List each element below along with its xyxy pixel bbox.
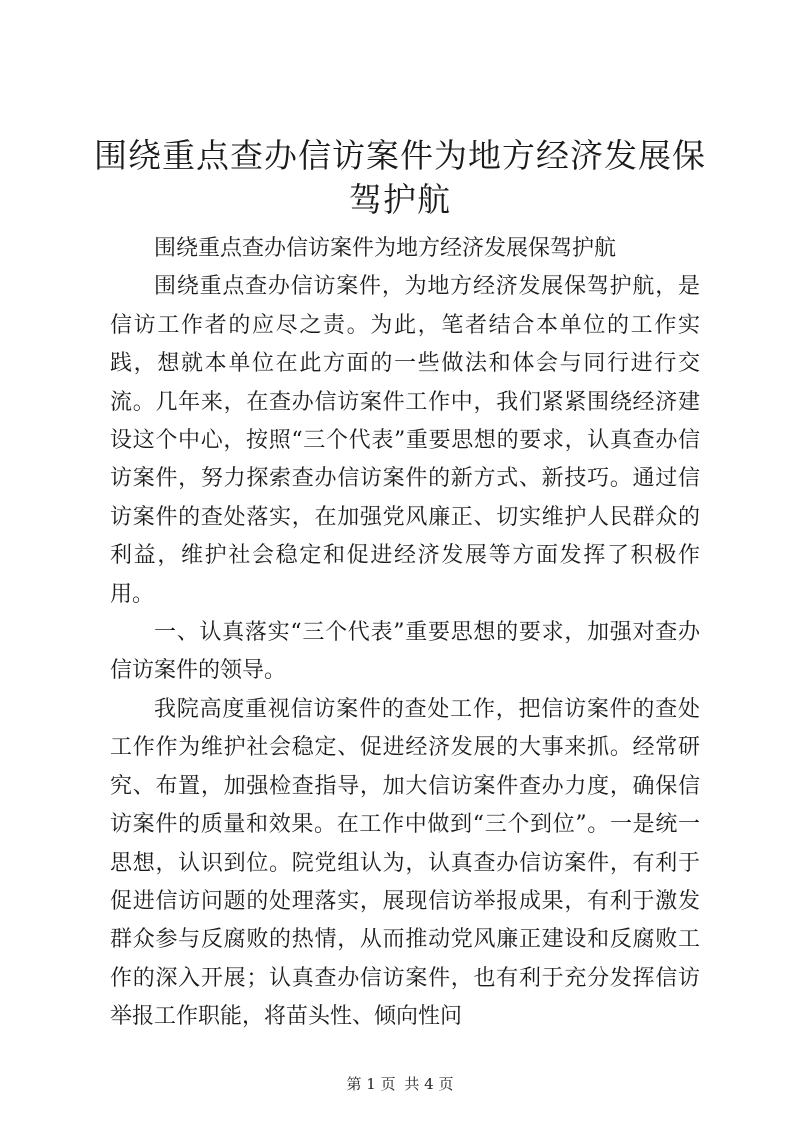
intro-paragraph: 围绕重点查办信访案件，为地方经济发展保驾护航，是信访工作者的应尽之责。为此，笔者结合本单位的工作实践，想就本单位在此方面的一些做法和体会与同行进行交流。几年来，在查办信访案件工作中，我们紧紧围绕经济建设这个中心，按照“三个代表”重要思想的要求，认真查办信访案件，努力探索查办信访案件的新方式、新技巧。通过信访案件的查处落实，在加强党风廉正、切实维护人民群众的利益，维护社会稳定和促进经济发展等方面发挥了积极作用。 xyxy=(110,274,700,607)
subtitle-paragraph: 围绕重点查办信访案件为地方经济发展保驾护航 xyxy=(154,236,617,261)
document-title: 围绕重点查办信访案件为地方经济发展保驾护航 xyxy=(94,136,706,219)
section-heading-paragraph: 一、认真落实“三个代表”重要思想的要求，加强对查办信访案件的领导。 xyxy=(110,620,700,684)
page-number: 第 1 页 xyxy=(346,1075,396,1093)
document-body xyxy=(110,230,700,1037)
page-footer xyxy=(0,1074,800,1094)
body-paragraph: 我院高度重视信访案件的查处工作，把信访案件的查处工作作为维护社会稳定、促进经济发展的大事来抓。经常研究、布置，加强检查指导，加大信访案件查办力度，确保信访案件的质量和效果。在工作中做到“三个到位”。一是统一思想，认识到位。院党组认为，认真查办信访案件，有利于促进信访问题的处理落实，展现信访举报成果，有利于激发群众参与反腐败的热情，从而推动党风廉正建设和反腐败工作的深入开展；认真查办信访案件，也有利于充分发挥信访举报工作职能，将苗头性、倾向性问 xyxy=(110,696,700,1030)
total-pages: 共 4 页 xyxy=(404,1075,454,1093)
